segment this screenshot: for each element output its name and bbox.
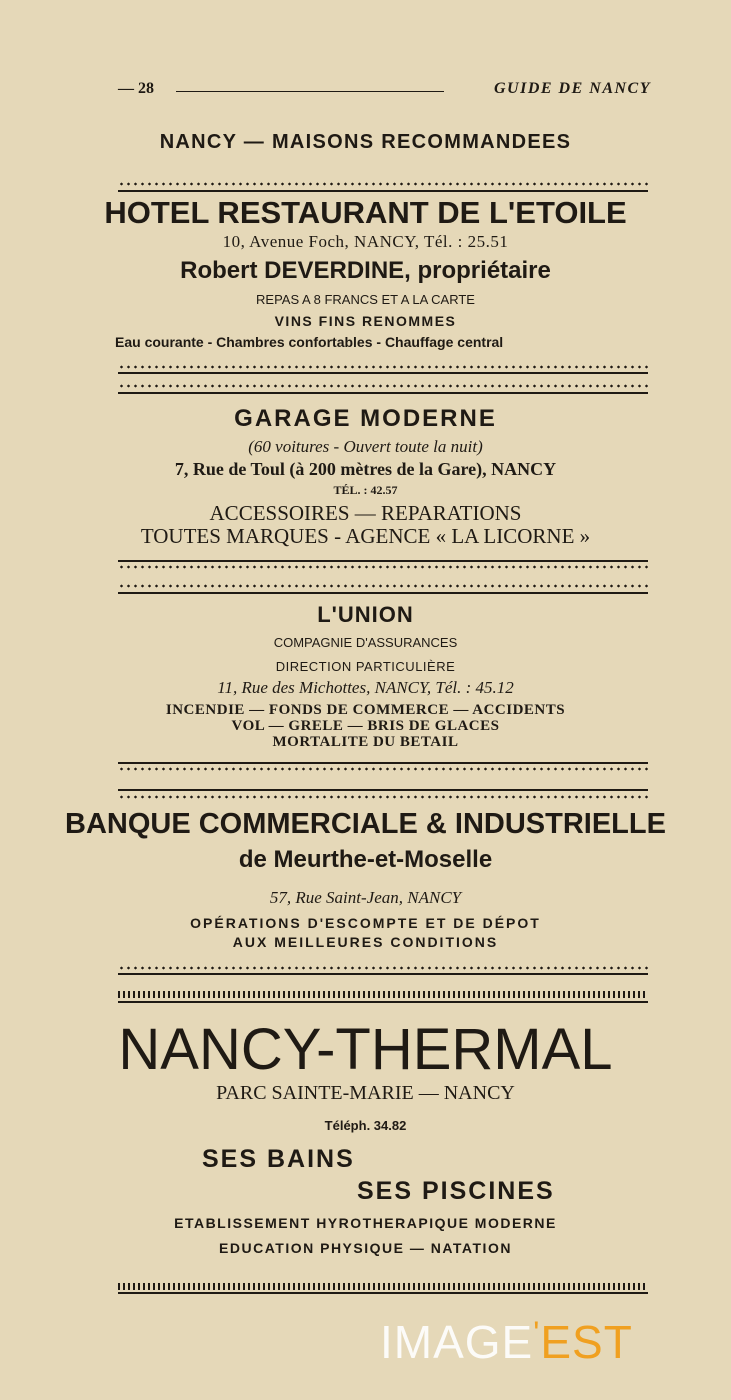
watermark-part1: IMAGE [380,1316,534,1368]
union-name: L'UNION [317,602,414,627]
divider [118,1283,648,1290]
divider [118,392,648,394]
thermal-location: PARC SAINTE-MARIE — NANCY [216,1082,515,1104]
header-rule [176,91,444,92]
divider [118,966,648,970]
divider [118,372,648,374]
thermal-pools: SES PISCINES [357,1177,555,1205]
divider [118,767,648,771]
thermal-name: NANCY-THERMAL [118,1017,613,1082]
garage-phone: TÉL. : 42.57 [333,483,398,497]
banque-conditions: AUX MEILLEURES CONDITIONS [232,934,499,950]
divider [118,584,648,588]
banque-address: 57, Rue Saint-Jean, NANCY [269,888,462,907]
divider [118,1292,648,1294]
divider [118,789,648,791]
banque-operations: OPÉRATIONS D'ESCOMPTE ET DE DÉPOT [190,915,541,931]
divider [118,795,648,799]
guide-title: GUIDE DE NANCY [493,80,651,97]
page-number: — 28 [118,80,154,97]
hotel-owner: Robert DEVERDINE, propriétaire [180,257,551,284]
divider [118,384,648,388]
image-est-watermark [380,1315,633,1369]
divider [118,182,648,186]
divider [118,592,648,594]
thermal-baths: SES BAINS [202,1145,355,1173]
watermark-part2: EST [540,1316,633,1368]
garage-capacity: (60 voitures - Ouvert toute la nuit) [248,437,483,456]
union-line3: MORTALITE DU BETAIL [272,734,459,750]
hotel-address: 10, Avenue Foch, NANCY, Tél. : 25.51 [222,232,509,251]
hotel-amenities: Eau courante - Chambres confortables - Chauffage central [115,334,504,350]
watermark-separator: ' [533,1315,541,1351]
union-subtitle: COMPAGNIE D'ASSURANCES [273,635,458,650]
union-line2: VOL — GRELE — BRIS DE GLACES [231,718,500,734]
hotel-meals: REPAS A 8 FRANCS ET A LA CARTE [256,292,475,307]
garage-brands: TOUTES MARQUES - AGENCE « LA LICORNE » [140,524,591,548]
banque-name: BANQUE COMMERCIALE & INDUSTRIELLE [65,808,666,840]
divider [118,560,648,562]
divider [118,190,648,192]
union-division: DIRECTION PARTICULIÈRE [275,659,456,674]
garage-name: GARAGE MODERNE [234,405,497,432]
divider [118,365,648,369]
union-line1: INCENDIE — FONDS DE COMMERCE — ACCIDENTS [165,702,566,718]
hotel-name: HOTEL RESTAURANT DE L'ETOILE [104,195,627,230]
divider [118,1001,648,1003]
union-address: 11, Rue des Michottes, NANCY, Tél. : 45.12 [217,678,514,697]
thermal-activities: EDUCATION PHYSIQUE — NATATION [219,1240,512,1256]
banque-region: de Meurthe-et-Moselle [238,846,493,873]
garage-address: 7, Rue de Toul (à 200 mètres de la Gare), NANCY [174,459,557,479]
hotel-wines: VINS FINS RENOMMES [274,313,457,329]
divider [118,565,648,569]
thermal-phone: Téléph. 34.82 [324,1118,407,1133]
thermal-establishment: ETABLISSEMENT HYROTHERAPIQUE MODERNE [174,1215,557,1231]
divider [118,973,648,975]
page-title: NANCY — MAISONS RECOMMANDEES [159,131,572,153]
garage-services: ACCESSOIRES — REPARATIONS [209,501,522,525]
divider [118,762,648,764]
divider [118,991,648,998]
